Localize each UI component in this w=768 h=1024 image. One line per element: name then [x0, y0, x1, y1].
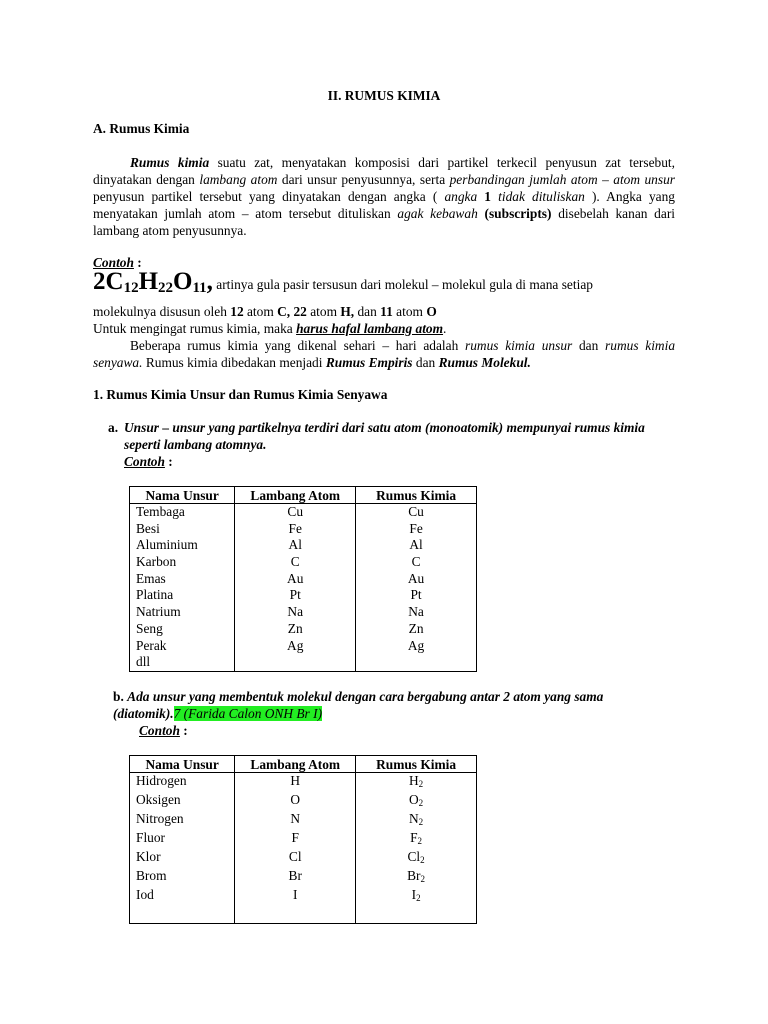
page-title: II. RUMUS KIMIA	[327, 88, 441, 103]
table-row: Besi Fe Fe	[130, 521, 477, 538]
subsection-b: b. Ada unsur yang membentuk molekul dengan cara bergabung antar 2 atom yang sama (diatomik).7 (Farida Calon ONH Br I) Contoh :	[113, 688, 673, 739]
table-row: Hidrogen H $H_2$	[130, 773, 477, 793]
table-row: Aluminium Al Al	[130, 537, 477, 554]
section-1-heading: 1. Rumus Kimia Unsur dan Rumus Kimia Senyawa	[93, 387, 388, 402]
formula-line: $2C_{12}H_{22}O_{11}$, artinya gula pasir tersusun dari molekul – molekul gula di mana setiap	[93, 268, 593, 296]
header-nama-unsur: Nama Unsur	[130, 487, 235, 504]
intro-paragraph: Rumus kimia suatu zat, menyatakan komposisi dari partikel terkecil penyusun zat tersebut, dinyatakan dengan lambang atom dari unsur penyusunnya, serta perbandingan jumlah atom – atom unsur penyusun partikel tersebut yang dinyatakan dengan angka ( angka 1 tidak dituliskan ). Angka yang menyatakan jumlah atom – atom tersebut dituliskan agak kebawah (subscripts) disebelah kanan dari lambang atom penyusunnya.	[93, 155, 675, 238]
table-row: Iod I $I_2$	[130, 887, 477, 906]
memorize-line: Untuk mengingat rumus kimia, maka harus hafal lambang atom.	[93, 321, 447, 336]
table-header-row	[130, 756, 477, 773]
header-lambang-atom: Lambang Atom	[235, 487, 356, 504]
header-rumus-kimia: Rumus Kimia	[356, 487, 477, 504]
table-row: Perak Ag Ag	[130, 638, 477, 655]
contoh-label-a: Contoh :	[124, 454, 173, 469]
table-diatomic	[129, 755, 477, 924]
table-row: Karbon C C	[130, 554, 477, 571]
header-rumus-kimia: Rumus Kimia	[356, 756, 477, 773]
highlight-note: 7 (Farida Calon ONH Br I)	[173, 706, 323, 721]
sucrose-formula: $2C_{12}H_{22}O_{11}$,	[93, 268, 213, 296]
header-nama-unsur: Nama Unsur	[130, 756, 235, 773]
table-row: Emas Au Au	[130, 571, 477, 588]
term-rumus-kimia: Rumus kimia	[130, 155, 210, 170]
contoh-label-b: Contoh :	[139, 723, 188, 738]
table-row: dll	[130, 654, 477, 671]
table-row: Nitrogen N $N_2$	[130, 811, 477, 830]
table-row: Klor Cl $Cl_2$	[130, 849, 477, 868]
table-row: Fluor F $F_2$	[130, 830, 477, 849]
table-row: Platina Pt Pt	[130, 587, 477, 604]
molecule-composition-line: molekulnya disusun oleh 12 atom C, 22 atom H, dan 11 atom O	[93, 304, 437, 319]
section-a-heading: A. Rumus Kimia	[93, 121, 190, 136]
contoh-label: Contoh :	[93, 255, 142, 270]
table-row: Natrium Na Na	[130, 604, 477, 621]
types-paragraph: Beberapa rumus kimia yang dikenal sehari – hari adalah rumus kimia unsur dan rumus kimia senyawa. Rumus kimia dibedakan menjadi Rumus Empiris dan Rumus Molekul.	[93, 338, 676, 370]
header-lambang-atom: Lambang Atom	[235, 756, 356, 773]
table-row: Brom Br $Br_2$	[130, 868, 477, 887]
table-row: Seng Zn Zn	[130, 621, 477, 638]
table-row: Tembaga Cu Cu	[130, 504, 477, 521]
table-header-row	[130, 487, 477, 504]
table-row: Oksigen O $O_2$	[130, 792, 477, 811]
subsection-a: a. Unsur – unsur yang partikelnya terdiri dari satu atom (monoatomik) mempunyai rumus kimia seperti lambang atomnya. Contoh :	[108, 419, 668, 470]
table-monoatomic	[129, 486, 477, 672]
table-row-empty	[130, 906, 477, 923]
